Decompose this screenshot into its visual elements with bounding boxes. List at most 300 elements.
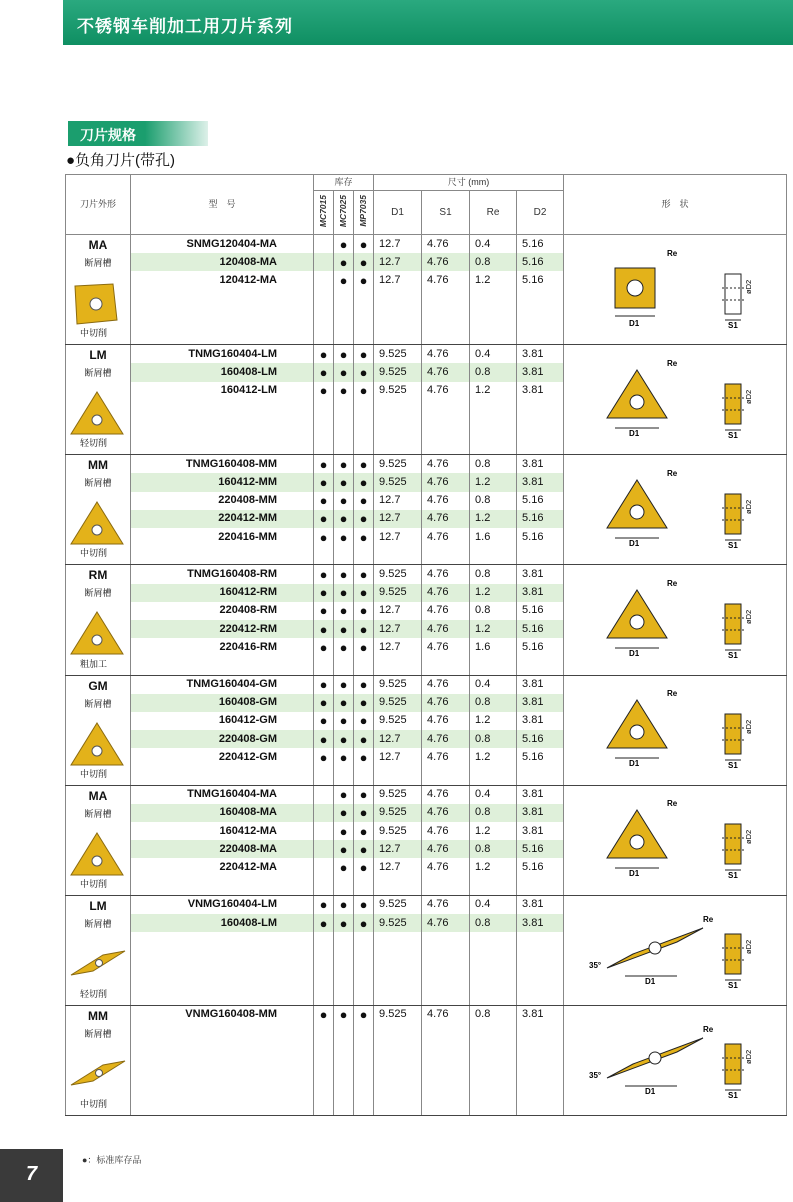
stock-cell: ●: [354, 271, 374, 289]
model-cell: 220412-GM: [131, 748, 314, 766]
dim-cell-d2: 5.16: [517, 638, 564, 656]
dim-cell-d1: 12.7: [374, 235, 422, 254]
model-cell: VNMG160408-MM: [131, 1005, 314, 1024]
model-cell: 220408-RM: [131, 602, 314, 620]
dim-cell-re: 0.8: [470, 804, 517, 822]
stock-cell: [314, 950, 334, 968]
insert-drawing-cell: [564, 345, 787, 455]
dim-cell-d2: [517, 1060, 564, 1078]
dim-cell-s1: [422, 1060, 470, 1078]
dim-cell-s1: 4.76: [422, 363, 470, 381]
stock-cell: [334, 950, 354, 968]
dim-cell-s1: [422, 326, 470, 345]
dim-cell-s1: 4.76: [422, 492, 470, 510]
dim-cell-re: 1.6: [470, 638, 517, 656]
dim-cell-d2: [517, 400, 564, 418]
model-cell: 220408-MA: [131, 840, 314, 858]
stock-cell: [334, 1097, 354, 1116]
svg-text:Re: Re: [667, 248, 678, 258]
dim-cell-s1: 4.76: [422, 712, 470, 730]
insert-photo-icon: [69, 721, 127, 769]
dim-cell-d2: 3.81: [517, 455, 564, 474]
stock-cell: ●: [334, 602, 354, 620]
dim-cell-re: 1.2: [470, 822, 517, 840]
dim-cell-d1: 9.525: [374, 675, 422, 694]
insert-dimension-drawing: [585, 906, 765, 994]
dim-cell-d2: [517, 877, 564, 896]
chipbreaker-code: GM: [88, 678, 108, 693]
dim-cell-d1: 9.525: [374, 584, 422, 602]
stock-cell: ●: [354, 382, 374, 400]
dim-cell-d1: 9.525: [374, 565, 422, 584]
stock-cell: ●: [334, 675, 354, 694]
stock-cell: [354, 308, 374, 326]
dim-cell-d2: 3.81: [517, 914, 564, 932]
stock-cell: ●: [354, 620, 374, 638]
dim-cell-d1: [374, 950, 422, 968]
stock-cell: ●: [354, 730, 374, 748]
dim-cell-d2: 5.16: [517, 492, 564, 510]
stock-cell: ●: [334, 235, 354, 254]
stock-cell: ●: [314, 602, 334, 620]
dim-cell-d2: [517, 290, 564, 308]
model-cell: [131, 987, 314, 1006]
dim-cell-d1: 9.525: [374, 712, 422, 730]
stock-cell: ●: [314, 638, 334, 656]
insert-photo-icon: [69, 1051, 127, 1099]
stock-cell: ●: [354, 253, 374, 271]
stock-cell: [314, 1060, 334, 1078]
dim-cell-d1: [374, 1079, 422, 1097]
model-cell: 160412-LM: [131, 382, 314, 400]
dim-cell-d2: 3.81: [517, 694, 564, 712]
chipbreaker-label: 断屑槽: [84, 258, 112, 268]
svg-text:D1: D1: [629, 538, 640, 548]
dim-cell-d2: [517, 1079, 564, 1097]
dim-cell-d1: 9.525: [374, 382, 422, 400]
table-row: [66, 1005, 787, 1024]
insert-type-cell: [66, 895, 131, 1005]
dim-cell-d2: 5.16: [517, 620, 564, 638]
dim-cell-s1: [422, 418, 470, 436]
insert-dimension-drawing: [585, 246, 765, 334]
stock-cell: [314, 932, 334, 950]
svg-text:S1: S1: [728, 430, 738, 440]
stock-cell: [314, 840, 334, 858]
table-row: [66, 785, 787, 804]
svg-text:35°: 35°: [589, 961, 602, 971]
dim-cell-re: 1.6: [470, 528, 517, 546]
model-cell: 160412-MA: [131, 822, 314, 840]
dim-cell-re: [470, 932, 517, 950]
dim-cell-re: [470, 656, 517, 675]
svg-text:D1: D1: [629, 428, 640, 438]
stock-cell: ●: [354, 1005, 374, 1024]
dim-cell-d1: [374, 969, 422, 987]
dim-cell-s1: [422, 546, 470, 565]
dim-cell-s1: 4.76: [422, 858, 470, 876]
stock-cell: ●: [314, 510, 334, 528]
dim-cell-s1: 4.76: [422, 528, 470, 546]
svg-text:D1: D1: [629, 759, 640, 769]
dim-cell-s1: 4.76: [422, 455, 470, 474]
stock-cell: [334, 932, 354, 950]
dim-cell-s1: 4.76: [422, 1005, 470, 1024]
dim-cell-re: 0.8: [470, 565, 517, 584]
model-cell: 160412-GM: [131, 712, 314, 730]
dim-cell-d1: 9.525: [374, 1005, 422, 1024]
dim-cell-re: 0.4: [470, 675, 517, 694]
dim-cell-d2: [517, 656, 564, 675]
chipbreaker-code: LM: [89, 898, 107, 913]
model-cell: 220412-MA: [131, 858, 314, 876]
dim-cell-d1: 9.525: [374, 363, 422, 381]
svg-text:øD2: øD2: [744, 389, 754, 404]
dim-cell-re: [470, 1079, 517, 1097]
header-stock: 库存: [314, 175, 374, 191]
stock-cell: [314, 253, 334, 271]
dim-cell-re: 0.8: [470, 1005, 517, 1024]
dim-cell-re: 1.2: [470, 584, 517, 602]
stock-cell: ●: [354, 858, 374, 876]
model-cell: [131, 308, 314, 326]
stock-cell: [354, 950, 374, 968]
insert-type-cell: [66, 1005, 131, 1115]
stock-cell: [334, 326, 354, 345]
model-cell: TNMG160404-GM: [131, 675, 314, 694]
dim-cell-s1: [422, 950, 470, 968]
cutting-type-label: 中切削: [80, 548, 108, 559]
dim-cell-s1: [422, 932, 470, 950]
dim-cell-d1: [374, 766, 422, 785]
model-cell: TNMG160408-MM: [131, 455, 314, 474]
model-cell: [131, 400, 314, 418]
svg-text:øD2: øD2: [744, 1050, 754, 1065]
model-cell: [131, 969, 314, 987]
model-cell: 220416-MM: [131, 528, 314, 546]
grade-header: MC7025: [334, 191, 354, 235]
dim-cell-s1: 4.76: [422, 473, 470, 491]
dim-cell-re: [470, 1042, 517, 1060]
stock-cell: ●: [354, 584, 374, 602]
stock-cell: ●: [334, 914, 354, 932]
dim-cell-re: 1.2: [470, 712, 517, 730]
stock-cell: [354, 656, 374, 675]
stock-cell: ●: [334, 712, 354, 730]
model-cell: [131, 436, 314, 455]
dim-cell-d2: [517, 436, 564, 455]
dim-cell-d1: 9.525: [374, 455, 422, 474]
stock-cell: [354, 987, 374, 1006]
stock-cell: [314, 656, 334, 675]
dim-cell-re: [470, 877, 517, 896]
dim-cell-re: [470, 1060, 517, 1078]
insert-type-cell: [66, 675, 131, 785]
cutting-type-label: 粗加工: [80, 658, 108, 669]
model-cell: [131, 656, 314, 675]
dim-cell-d2: 3.81: [517, 473, 564, 491]
stock-cell: ●: [314, 528, 334, 546]
model-cell: 120412-MA: [131, 271, 314, 289]
dim-cell-re: 1.2: [470, 271, 517, 289]
dim-cell-s1: 4.76: [422, 382, 470, 400]
svg-text:D1: D1: [629, 869, 640, 879]
model-cell: [131, 877, 314, 896]
dim-cell-s1: 4.76: [422, 235, 470, 254]
model-cell: [131, 766, 314, 785]
svg-text:øD2: øD2: [744, 830, 754, 845]
dim-cell-s1: 4.76: [422, 271, 470, 289]
model-cell: [131, 546, 314, 565]
stock-cell: ●: [334, 804, 354, 822]
dim-cell-d1: 9.525: [374, 822, 422, 840]
model-cell: 160412-MM: [131, 473, 314, 491]
stock-cell: [314, 418, 334, 436]
stock-cell: [354, 400, 374, 418]
header-size: 尺寸 (mm): [374, 175, 564, 191]
stock-cell: ●: [354, 748, 374, 766]
stock-cell: ●: [334, 510, 354, 528]
insert-drawing-cell: [564, 235, 787, 345]
stock-cell: ●: [334, 492, 354, 510]
svg-text:D1: D1: [645, 1087, 656, 1097]
dim-cell-re: 1.2: [470, 620, 517, 638]
dim-cell-d2: 3.81: [517, 712, 564, 730]
stock-cell: [354, 932, 374, 950]
stock-cell: ●: [334, 620, 354, 638]
dim-cell-re: 0.4: [470, 345, 517, 364]
stock-cell: ●: [354, 694, 374, 712]
dim-cell-d1: 12.7: [374, 638, 422, 656]
grade-header: MC7015: [314, 191, 334, 235]
insert-dimension-drawing: [585, 576, 765, 664]
dim-cell-d2: 3.81: [517, 804, 564, 822]
dim-cell-s1: [422, 1079, 470, 1097]
stock-cell: [354, 969, 374, 987]
stock-cell: [314, 785, 334, 804]
stock-cell: ●: [354, 712, 374, 730]
dim-cell-re: 0.4: [470, 895, 517, 914]
svg-text:øD2: øD2: [744, 940, 754, 955]
dim-cell-d1: 12.7: [374, 840, 422, 858]
dim-cell-s1: [422, 308, 470, 326]
svg-text:øD2: øD2: [744, 719, 754, 735]
dim-cell-s1: 4.76: [422, 895, 470, 914]
stock-cell: [314, 546, 334, 565]
dim-cell-s1: 4.76: [422, 730, 470, 748]
stock-cell: [334, 400, 354, 418]
header-bar: [63, 0, 793, 45]
dim-cell-d2: 3.81: [517, 1005, 564, 1024]
stock-cell: ●: [334, 363, 354, 381]
dim-cell-d1: [374, 1097, 422, 1116]
dim-cell-d1: 9.525: [374, 804, 422, 822]
cutting-type-label: 中切削: [80, 878, 108, 889]
dim-cell-s1: [422, 1097, 470, 1116]
chipbreaker-label: 断屑槽: [84, 808, 112, 819]
dim-cell-re: 0.8: [470, 492, 517, 510]
dim-cell-d2: [517, 1024, 564, 1042]
stock-cell: [334, 1042, 354, 1060]
dim-cell-d1: 12.7: [374, 730, 422, 748]
dim-cell-re: [470, 987, 517, 1006]
insert-drawing-cell: [564, 785, 787, 895]
section-banner: [68, 121, 208, 146]
dim-cell-d1: [374, 308, 422, 326]
cutting-type-label: 中切削: [80, 768, 108, 779]
stock-cell: ●: [314, 1005, 334, 1024]
dim-cell-re: 0.8: [470, 253, 517, 271]
model-cell: [131, 932, 314, 950]
model-cell: [131, 418, 314, 436]
dim-cell-re: [470, 766, 517, 785]
dim-cell-s1: [422, 987, 470, 1006]
svg-text:S1: S1: [728, 320, 738, 330]
section-subtitle: ●负角刀片(带孔): [66, 152, 176, 169]
stock-cell: [334, 290, 354, 308]
dim-cell-d1: 12.7: [374, 858, 422, 876]
dim-cell-s1: 4.76: [422, 602, 470, 620]
stock-cell: [314, 858, 334, 876]
stock-cell: [354, 1060, 374, 1078]
dim-cell-re: [470, 326, 517, 345]
stock-cell: [354, 1097, 374, 1116]
dim-cell-re: 1.2: [470, 748, 517, 766]
dim-cell-s1: [422, 290, 470, 308]
stock-cell: [354, 546, 374, 565]
stock-cell: ●: [334, 694, 354, 712]
dim-header-re: Re: [470, 191, 517, 235]
stock-cell: [334, 1079, 354, 1097]
stock-cell: ●: [314, 382, 334, 400]
model-cell: 220412-RM: [131, 620, 314, 638]
dim-cell-d2: [517, 932, 564, 950]
insert-dimension-drawing: [585, 686, 765, 774]
chipbreaker-label: 断屑槽: [84, 478, 112, 489]
dim-cell-s1: 4.76: [422, 748, 470, 766]
stock-cell: [314, 1042, 334, 1060]
dim-cell-d2: 5.16: [517, 858, 564, 876]
cutting-type-label: 中切削: [80, 1099, 108, 1109]
model-cell: [131, 1024, 314, 1042]
page-title: 不锈钢车削加工用刀片系列: [77, 17, 293, 36]
model-cell: [131, 1060, 314, 1078]
dim-cell-d1: [374, 1060, 422, 1078]
stock-cell: ●: [334, 730, 354, 748]
dim-cell-d2: [517, 308, 564, 326]
insert-dimension-drawing: [585, 466, 765, 554]
dim-cell-d2: 5.16: [517, 748, 564, 766]
stock-cell: [354, 766, 374, 785]
stock-cell: [314, 766, 334, 785]
dim-cell-re: [470, 436, 517, 455]
insert-type-cell: [66, 785, 131, 895]
dim-cell-d2: 3.81: [517, 345, 564, 364]
dim-cell-s1: 4.76: [422, 675, 470, 694]
model-cell: [131, 1079, 314, 1097]
stock-cell: [314, 1024, 334, 1042]
stock-cell: ●: [334, 455, 354, 474]
dim-cell-d2: 5.16: [517, 253, 564, 271]
stock-cell: [354, 1024, 374, 1042]
model-cell: [131, 950, 314, 968]
insert-dimension-drawing: [585, 796, 765, 884]
dim-cell-d1: 12.7: [374, 528, 422, 546]
dim-cell-d1: [374, 987, 422, 1006]
stock-cell: ●: [354, 804, 374, 822]
svg-text:35°: 35°: [589, 1071, 602, 1081]
dim-cell-s1: [422, 877, 470, 896]
dim-cell-d1: [374, 932, 422, 950]
dim-cell-d1: [374, 546, 422, 565]
stock-cell: ●: [334, 565, 354, 584]
dim-header-d2: D2: [517, 191, 564, 235]
dim-cell-s1: 4.76: [422, 694, 470, 712]
dim-cell-s1: 4.76: [422, 253, 470, 271]
dim-cell-d2: 3.81: [517, 895, 564, 914]
dim-cell-d1: 12.7: [374, 510, 422, 528]
dim-cell-s1: 4.76: [422, 345, 470, 364]
dim-cell-d1: 9.525: [374, 895, 422, 914]
table-row: [66, 235, 787, 254]
model-cell: [131, 290, 314, 308]
dim-cell-s1: 4.76: [422, 840, 470, 858]
stock-cell: ●: [354, 822, 374, 840]
stock-cell: [354, 290, 374, 308]
stock-cell: [314, 436, 334, 455]
dim-cell-d2: 5.16: [517, 271, 564, 289]
table-row: [66, 345, 787, 364]
dim-cell-d2: [517, 969, 564, 987]
dim-cell-d2: 5.16: [517, 730, 564, 748]
stock-cell: ●: [314, 565, 334, 584]
stock-cell: [334, 1060, 354, 1078]
dim-cell-d2: [517, 546, 564, 565]
stock-cell: ●: [334, 785, 354, 804]
model-cell: TNMG160404-LM: [131, 345, 314, 364]
dim-cell-d2: 5.16: [517, 510, 564, 528]
stock-cell: [334, 1024, 354, 1042]
dim-cell-s1: [422, 766, 470, 785]
model-cell: 220408-GM: [131, 730, 314, 748]
dim-cell-s1: 4.76: [422, 638, 470, 656]
stock-cell: ●: [354, 455, 374, 474]
svg-text:S1: S1: [728, 1091, 738, 1101]
stock-cell: ●: [334, 858, 354, 876]
stock-cell: ●: [314, 895, 334, 914]
stock-cell: [334, 987, 354, 1006]
stock-cell: [334, 766, 354, 785]
svg-text:Re: Re: [667, 689, 678, 699]
insert-photo-icon: [69, 610, 127, 658]
svg-text:øD2: øD2: [744, 279, 754, 294]
dim-cell-re: 0.8: [470, 602, 517, 620]
insert-drawing-cell: [564, 455, 787, 565]
header-figure: 形 状: [564, 175, 787, 235]
stock-cell: ●: [354, 473, 374, 491]
dim-cell-d2: 3.81: [517, 785, 564, 804]
stock-cell: [334, 546, 354, 565]
dim-cell-d2: 3.81: [517, 584, 564, 602]
stock-cell: [314, 1097, 334, 1116]
stock-cell: [314, 987, 334, 1006]
insert-type-cell: [66, 345, 131, 455]
dim-cell-d1: 12.7: [374, 620, 422, 638]
stock-cell: [354, 418, 374, 436]
stock-cell: ●: [334, 253, 354, 271]
model-cell: SNMG120404-MA: [131, 235, 314, 254]
chipbreaker-code: MM: [88, 1008, 108, 1023]
